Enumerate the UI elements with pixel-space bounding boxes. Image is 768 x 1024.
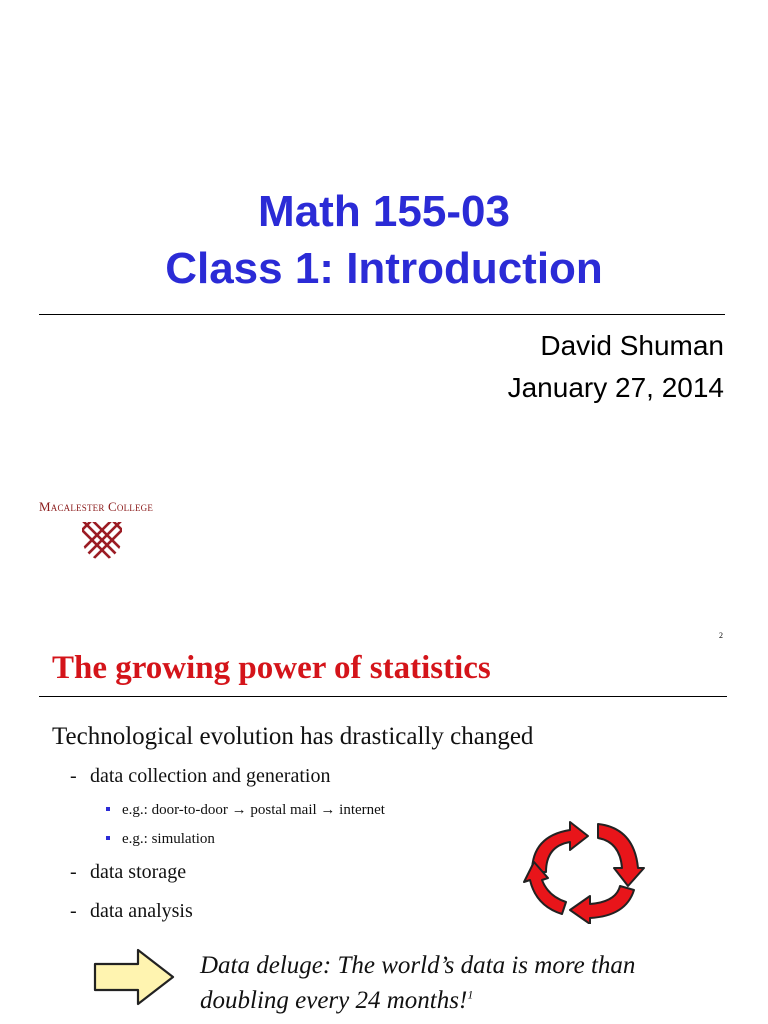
bullet-dash: -: [70, 765, 77, 787]
footnote-mark: 1: [467, 987, 474, 1002]
intro-text: Technological evolution has drastically changed: [52, 723, 534, 750]
title-divider: [39, 314, 725, 315]
sub-bullet-item: [106, 831, 215, 848]
slide-title-line-1: Math 155-03: [258, 187, 510, 236]
lecture-date: January 27, 2014: [507, 372, 724, 403]
bullet-text: data collection and generation: [90, 765, 331, 787]
sub-bullet-text: e.g.: door-to-door → postal mail → internet: [122, 802, 385, 818]
page-number: 2: [719, 631, 723, 640]
bullet-dash: -: [70, 900, 77, 922]
square-bullet-icon: [106, 836, 110, 840]
crest-icon: [80, 518, 124, 564]
bullet-text: data storage: [90, 861, 187, 883]
bullet-item: [70, 765, 330, 788]
sub-bullet-item: [106, 802, 385, 819]
bullet-dash: -: [70, 861, 77, 883]
sub-bullet-text: e.g.: simulation: [122, 831, 215, 847]
quote-line-1: Data deluge: The world’s data is more than: [200, 952, 636, 979]
square-bullet-icon: [106, 807, 110, 811]
bullet-item: [70, 861, 186, 884]
bullet-item: [70, 900, 193, 923]
right-arrow-icon: [92, 947, 176, 1007]
quote-line-2: [200, 987, 473, 1015]
quote-line-2-text: doubling every 24 months!: [200, 987, 468, 1014]
heading-divider: [39, 696, 727, 697]
bullet-text: data analysis: [90, 900, 193, 922]
cycle-arrows-icon: [522, 818, 646, 924]
author-name: David Shuman: [540, 330, 724, 361]
slide2-heading: The growing power of statistics: [52, 650, 491, 686]
slide-title-line-2: Class 1: Introduction: [165, 244, 603, 293]
college-logo-text: Macalester College: [39, 499, 154, 514]
